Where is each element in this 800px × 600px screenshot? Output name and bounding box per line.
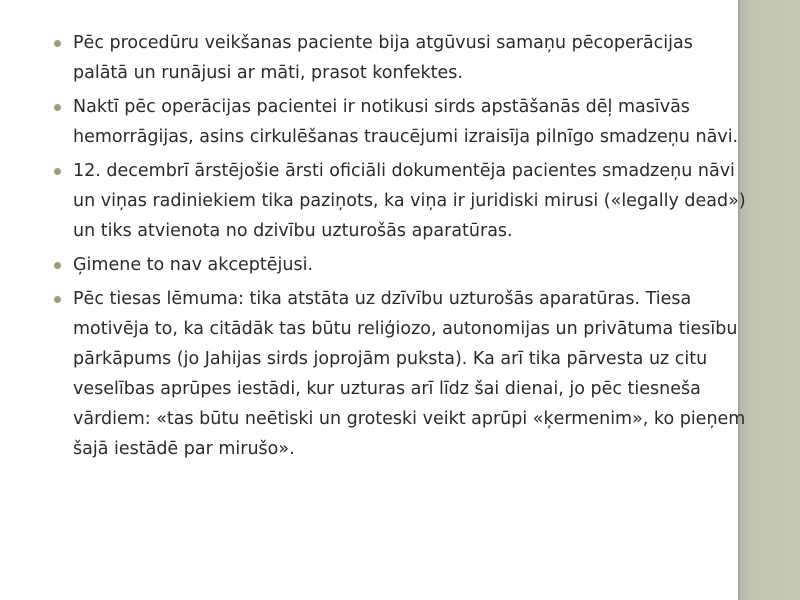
bullet-item [52,28,752,88]
bullet-dot-icon [54,262,61,269]
bullet-item [52,284,752,464]
bullet-dot-icon [54,168,61,175]
bullet-text: Ģimene to nav akceptējusi. [73,255,314,275]
bullet-dot-icon [54,296,61,303]
bullet-list [52,28,752,464]
bullet-item [52,92,752,152]
bullet-text: Pēc procedūru veikšanas paciente bija atgūvusi samaņu pēcoperācijas palātā un runājusi ar māti, prasot konfektes. [73,33,693,83]
bullet-dot-icon [54,40,61,47]
bullet-dot-icon [54,104,61,111]
bullet-item [52,156,752,246]
bullet-text: 12. decembrī ārstējošie ārsti oficiāli dokumentēja pacientes smadzeņu nāvi un viņas radiniekiem tika paziņots, ka viņa ir juridiski mirusi («legally dead») un tiks atvienota no dzivību uzturošās aparatūras. [73,161,746,241]
slide-content [52,28,752,468]
bullet-text: Pēc tiesas lēmuma: tika atstāta uz dzīvību uzturošās aparatūras. Tiesa motivēja to, ka citādāk tas būtu reliģiozo, autonomijas un privātuma tiesību pārkāpums (jo Jahijas sirds joprojām puksta). Ka arī tika pārvesta uz citu veselības aprūpes iestādi, kur uzturas arī līdz šai dienai, jo pēc tiesneša vārdiem: «tas būtu neētiski un groteski veikt aprūpi «ķermenim», ko pieņem šajā iestādē par mirušo». [73,289,746,459]
bullet-text: Naktī pēc operācijas pacientei ir notikusi sirds apstāšanās dēļ masīvās hemorrāgijas, asins cirkulēšanas traucējumi izraisīja pilnīgo smadzeņu nāvi. [73,97,739,147]
bullet-item [52,250,752,280]
